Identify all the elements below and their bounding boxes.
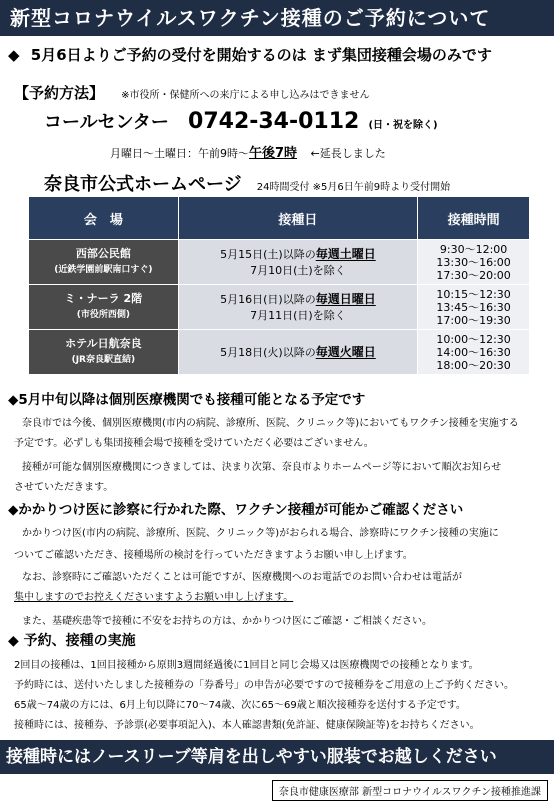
section-1-text: 接種が可能な個別医療機関につきましては、決まり次第、奈良市よりホームページ等において順次お知らせ [22, 462, 502, 473]
header-date: 接種日 [178, 197, 417, 240]
time-slot: 13:45～16:30 [436, 300, 511, 314]
header-time: 接種時間 [418, 197, 530, 240]
time-slot: 10:00～12:30 [436, 332, 511, 346]
date-prefix: 5月16日(日)以降の [220, 292, 316, 306]
date-cell [178, 240, 417, 285]
page-title: 新型コロナウイルスワクチン接種のご予約について [0, 0, 554, 36]
time-slot: 10:15～12:30 [436, 287, 511, 301]
time-cell [418, 285, 530, 330]
date-prefix: 5月18日(火)以降の [220, 345, 316, 359]
hours-row [110, 142, 554, 161]
section-3-heading: ◆ 予約、接種の実施 [8, 633, 136, 649]
date-cell [178, 330, 417, 375]
venue-name: 西部公民館 [75, 247, 131, 260]
method-label: 【予約方法】 [14, 84, 105, 102]
hours-end: 午後7時 [249, 146, 298, 161]
section-2-heading: ◆かかりつけ医に診察に行かれた際、ワクチン接種が可能かご確認ください [8, 502, 464, 518]
section-2-text: ついてご確認いただき、接種場所の検討を行っていただきますようお願い申し上げます。 [14, 550, 413, 561]
venue-sub: (近鉄学園前駅南口すぐ) [54, 265, 153, 275]
date-emphasis: 毎週日曜日 [315, 291, 376, 306]
table-header-row [29, 197, 530, 240]
website-label[interactable]: 奈良市公式ホームページ [44, 174, 242, 195]
venue-name: ホテル日航奈良 [65, 337, 142, 350]
venue-sub: (JR奈良駅直結) [71, 355, 136, 365]
time-slot: 14:00～16:30 [436, 345, 511, 359]
section-3-text: 65歳～74歳の方には、6月上旬以降に70～74歳、次に65～69歳と順次接種券を送付する予定です。 [14, 700, 466, 711]
department-label: 奈良市健康医療部 新型コロナウイルスワクチン接種推進課 [272, 780, 548, 801]
phone-number[interactable]: 0742-34-0112 [188, 109, 360, 134]
time-cell [418, 330, 530, 375]
time-slot: 9:30～12:00 [439, 242, 508, 256]
website-row [44, 170, 554, 196]
section-2-text: なお、診察時にご確認いただくことは可能ですが、医療機関へのお電話でのお問い合わせは電話が [22, 572, 462, 583]
section-1-text: 予定です。必ずしも集団接種会場で接種を受けていただく必要はございません。 [14, 438, 374, 449]
notice-text: 5月6日よりご予約の受付を開始するのは まず集団接種会場のみです [30, 46, 492, 64]
time-slot: 13:30～16:00 [436, 255, 511, 269]
hours-prefix: 月曜日～土曜日：午前9時～ [110, 147, 249, 160]
table-row [29, 285, 530, 330]
date-emphasis: 毎週火曜日 [315, 344, 376, 359]
method-note: ※市役所・保健所への来庁による申し込みはできません [121, 90, 370, 101]
call-center-row [44, 108, 554, 134]
venue-cell [29, 330, 179, 375]
section-1-text: させていただきます。 [14, 482, 114, 493]
section-3-text: 接種時には、接種券、予診票(必要事項記入)、本人確認書類(免許証、健康保険証等)をお持ちください。 [14, 720, 480, 731]
section-1-text: 奈良市では今後、個別医療機関(市内の病院、診療所、医院、クリニック等)においてもワクチン接種を実施する [22, 418, 519, 429]
date-prefix: 5月15日(土)以降の [220, 247, 316, 261]
reservation-method-row [14, 82, 554, 103]
time-cell [418, 240, 530, 285]
table-row [29, 240, 530, 285]
date-emphasis: 毎週土曜日 [315, 246, 376, 261]
table-row [29, 330, 530, 375]
section-2-text: また、基礎疾患等で接種に不安をお持ちの方は、かかりつけ医にご確認・ご相談ください。 [22, 616, 432, 627]
venue-cell [29, 240, 179, 285]
schedule-table [28, 196, 530, 375]
diamond-icon: ◆ [8, 46, 20, 64]
date-except: 7月11日(日)を除く [250, 308, 346, 322]
website-note: 24時間受付 ※5月6日午前9時より受付開始 [256, 182, 451, 193]
section-2-text: 集中しますのでお控えくださいますようお願い申し上げます。 [14, 592, 294, 603]
date-except: 7月10日(土)を除く [250, 263, 346, 277]
time-slot: 17:00～19:30 [436, 313, 511, 327]
header-venue: 会 場 [29, 197, 179, 240]
section-3-text: 予約時には、送付いたしました接種券の「券番号」の申告が必要ですので接種券をご用意の上ご予約ください。 [14, 680, 514, 691]
date-cell [178, 285, 417, 330]
footer-banner: 接種時にはノースリーブ等肩を出しやすい服装でお越しください [0, 740, 554, 774]
section-3-text: 2回目の接種は、1回目接種から原則3週間経過後に1回目と同じ会場又は医療機関での接種となります。 [14, 660, 479, 671]
section-2-text: かかりつけ医(市内の病院、診療所、医院、クリニック等)がおられる場合、診察時にワクチン接種の実施に [22, 528, 499, 539]
venue-cell [29, 285, 179, 330]
time-slot: 17:30～20:00 [436, 268, 511, 282]
venue-sub: (市役所西側) [76, 310, 130, 320]
phone-note: (日・祝を除く) [368, 120, 438, 131]
time-slot: 18:00～20:30 [436, 358, 511, 372]
hours-extension: ←延長しました [310, 147, 386, 160]
call-center-label: コールセンター [44, 112, 169, 133]
venue-name: ミ・ナーラ 2階 [64, 292, 143, 305]
section-1-heading: ◆5月中旬以降は個別医療機関でも接種可能となる予定です [8, 392, 366, 408]
notice-line [8, 44, 554, 65]
